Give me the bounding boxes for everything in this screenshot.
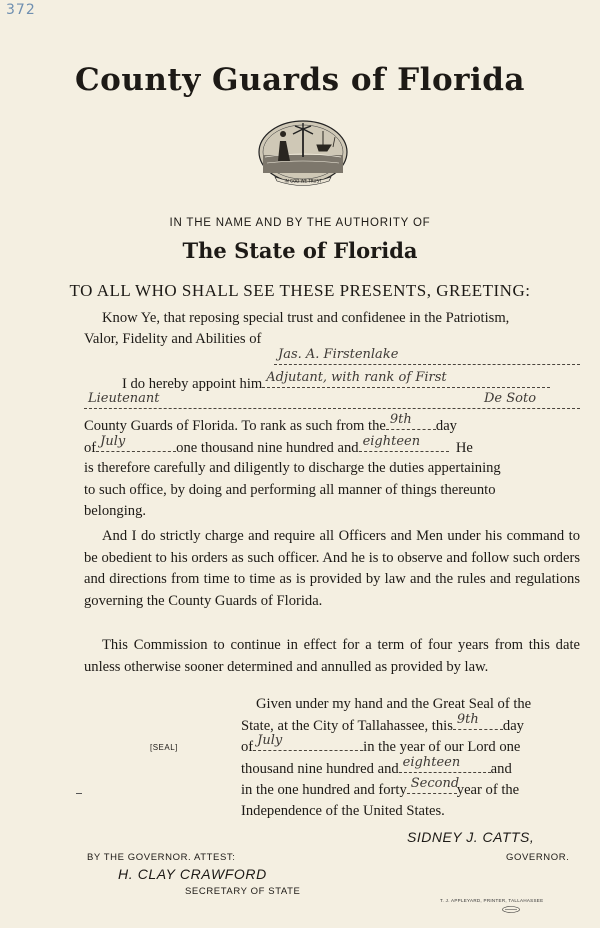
p1-line-6-text: County Guards of Florida. To rank as such from the	[84, 418, 386, 434]
rank-handwritten-2: Lieutenant	[88, 390, 160, 406]
p1-line-4-text: I do hereby appoint him	[122, 376, 263, 392]
given-line-3	[241, 732, 521, 759]
given-of-word: of	[241, 739, 254, 755]
given-independence-handwritten: Second	[410, 775, 460, 791]
given-block	[241, 694, 581, 824]
p1-line-7-text: one thousand nine hundred and	[176, 440, 359, 456]
given-line-2	[241, 711, 524, 738]
given-line-6: Independence of the United States.	[241, 803, 445, 819]
given-line-1: Given under my hand and the Great Seal of the	[256, 696, 532, 712]
secretary-name: H. CLAY CRAWFORD	[118, 866, 267, 882]
seal-label: [SEAL]	[150, 743, 178, 752]
given-line-5-end: year of the	[456, 782, 520, 798]
governor-title: GOVERNOR.	[506, 852, 570, 863]
rank-handwritten: Adjutant, with rank of First	[266, 369, 447, 385]
given-line-4-text: thousand nine hundred and	[241, 761, 399, 777]
appointment-paragraph	[84, 308, 580, 523]
given-day-handwritten: 9th	[456, 711, 479, 727]
authority-line: IN THE NAME AND BY THE AUTHORITY OF	[169, 217, 431, 229]
state-seal-image	[257, 117, 349, 190]
p1-line-10: belonging.	[84, 503, 147, 519]
given-line-5-text: in the one hundred and forty	[241, 782, 407, 798]
given-year-handwritten: eighteen	[402, 754, 461, 770]
given-line-4	[241, 754, 512, 781]
p1-line-8: is therefore carefully and diligently to discharge the duties appertaining	[84, 460, 501, 476]
given-day-word: day	[502, 718, 524, 734]
year-handwritten: eighteen	[362, 433, 421, 449]
document-title: County Guards of Florida	[74, 62, 526, 98]
p1-line-2: Valor, Fidelity and Abilities of	[84, 331, 262, 347]
he-word: He	[455, 440, 473, 456]
printer-line: T. J. APPLEYARD, PRINTER, TALLAHASSEE	[440, 898, 544, 903]
month-handwritten: July	[100, 433, 126, 449]
county-handwritten: De Soto	[484, 390, 537, 406]
day-word: day	[435, 418, 457, 434]
day-handwritten: 9th	[389, 411, 412, 427]
margin-mark	[76, 793, 82, 794]
name-handwritten: Jas. A. Firstenlake	[278, 346, 399, 362]
governor-name: SIDNEY J. CATTS,	[407, 829, 535, 845]
p1-line-1: Know Ye, that reposing special trust and confidenee in the Patriotism,	[102, 310, 510, 326]
term-paragraph: This Commission to continue in effect for a term of four years from this date unless otherwise sooner determined and annulled as provided by law.	[84, 637, 580, 675]
attest-line: BY THE GOVERNOR. ATTEST:	[87, 852, 236, 863]
and-word: and	[490, 761, 512, 777]
p1-line-9: to such office, by doing and performing all manner of things thereunto	[84, 482, 496, 498]
p1-line-7	[84, 433, 473, 460]
given-line-2-text: State, at the City of Tallahassee, this	[241, 718, 453, 734]
given-line-3-text: in the year of our Lord one	[363, 739, 521, 755]
seal-motto: IN GOD WE TRUST	[284, 178, 322, 184]
p1-line-5	[84, 390, 580, 417]
given-line-5	[241, 775, 520, 802]
union-label-image	[502, 906, 520, 913]
secretary-title: SECRETARY OF STATE	[185, 886, 301, 897]
charge-paragraph: And I do strictly charge and require all Officers and Men under his command to be obedient to his orders as such officer. And he is to observe and follow such orders and directions from time to time as is provided by law and the rules and regulations governing the County Guards of Florida.	[84, 528, 580, 609]
state-name: The State of Florida	[182, 238, 418, 263]
of-word: of	[84, 440, 97, 456]
given-month-handwritten: July	[257, 732, 283, 748]
greeting: TO ALL WHO SHALL SEE THESE PRESENTS, GREETING:	[69, 281, 531, 300]
archive-number: 372	[6, 2, 36, 18]
